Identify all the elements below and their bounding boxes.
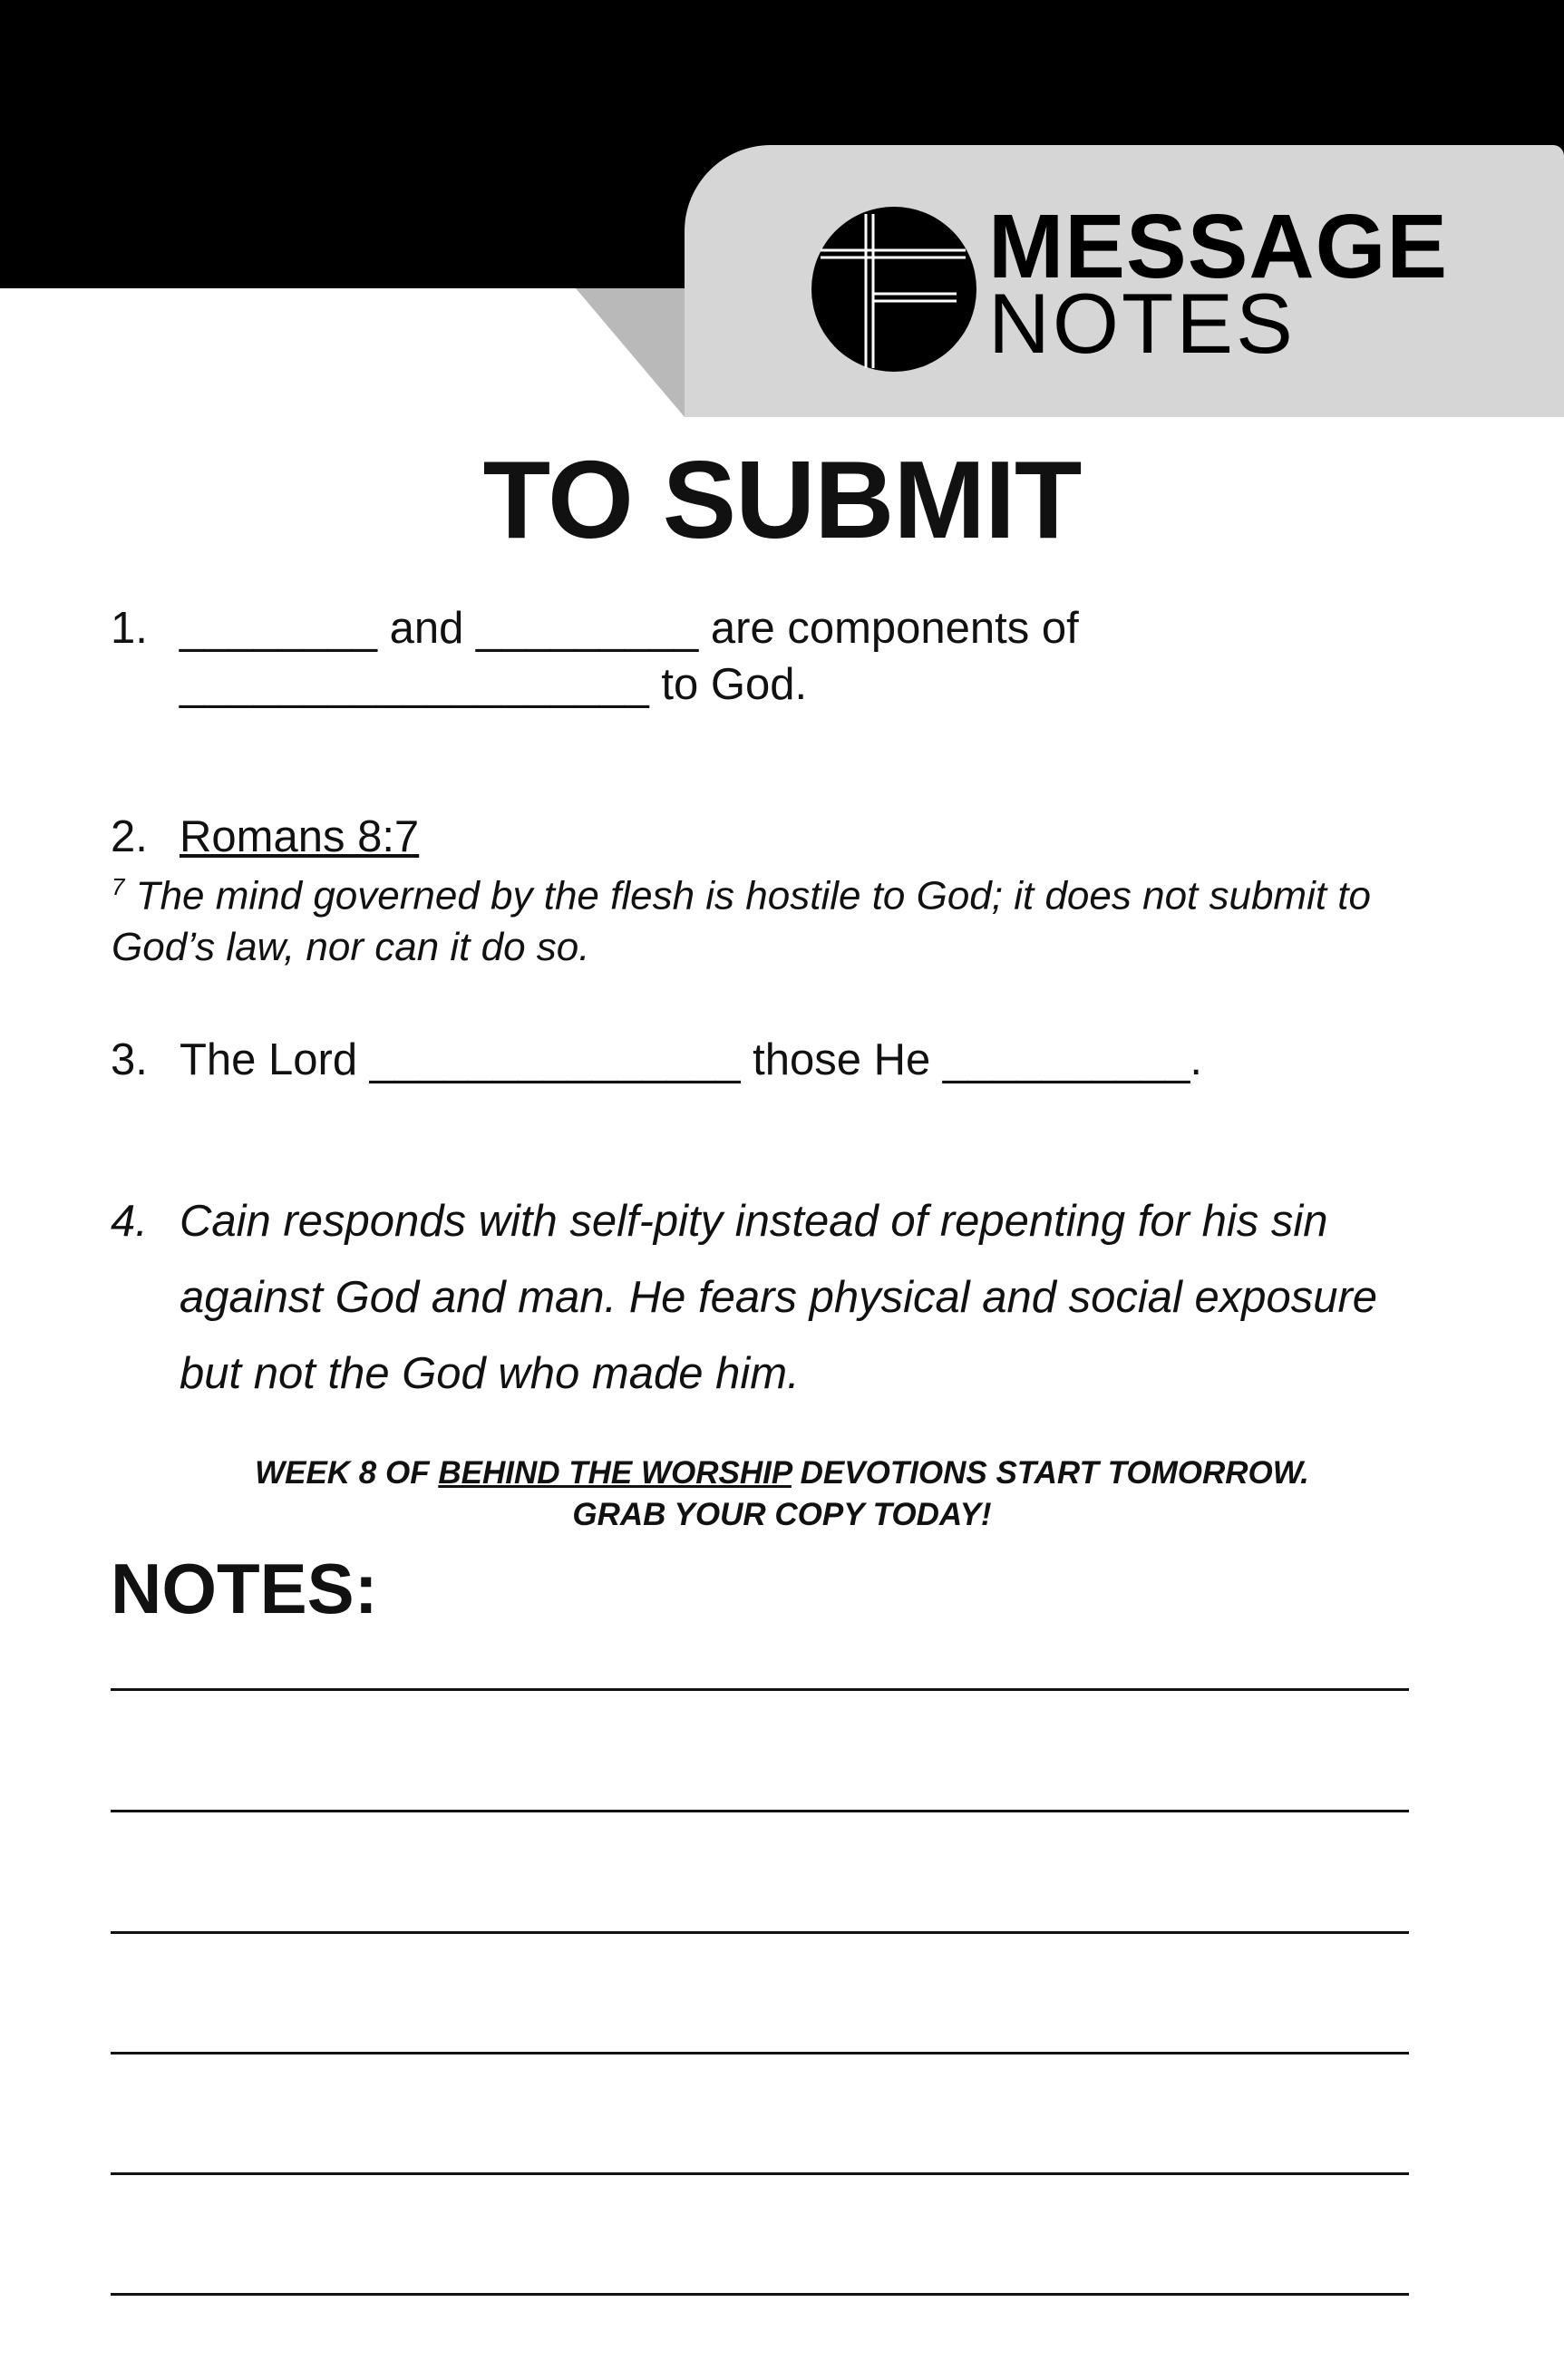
note-line [111, 1931, 1409, 1934]
item-1-blank-1: ________ [180, 604, 378, 653]
item-4-number: 4. [111, 1197, 148, 1246]
item-1-blank-3: ___________________ [180, 660, 649, 709]
scripture-verse [112, 861, 1472, 973]
item-2-reference: Romans 8:7 [180, 812, 420, 861]
item-1-text-2: are components of [698, 604, 1079, 653]
item-1-blank-2: _________ [476, 604, 699, 653]
logo-word-notes: NOTES [988, 276, 1296, 371]
item-3-blank-2: __________ [942, 1035, 1190, 1084]
verse-text: The mind governed by the flesh is hostile to God; it does not submit to God’s law, nor can it do so. [112, 873, 1371, 969]
cross-logo-icon [811, 207, 976, 372]
item-1-text-1: and [377, 604, 476, 653]
item-3-blank-1: _______________ [369, 1035, 741, 1084]
item-2-number: 2. [111, 812, 148, 861]
item-4-line-1: Cain responds with self-pity instead of repenting for his sin [180, 1197, 1328, 1246]
logo-word-message: MESSAGE [988, 196, 1449, 297]
item-4-line-2: against God and man. He fears physical and social exposure [180, 1273, 1378, 1322]
promo-prefix: WEEK 8 OF [255, 1455, 439, 1491]
note-line [111, 1810, 1409, 1812]
item-3-text-3: . [1190, 1035, 1203, 1084]
promo-link[interactable]: BEHIND THE WORSHIP [438, 1455, 792, 1491]
note-line [111, 2293, 1409, 2296]
notes-heading: NOTES: [111, 1549, 378, 1628]
note-line [111, 2172, 1409, 2175]
item-3-number: 3. [111, 1035, 148, 1084]
page-title: TO SUBMIT [482, 438, 1082, 561]
item-1-text-3: to God. [648, 660, 808, 709]
promo-suffix: DEVOTIONS START TOMORROW. [791, 1455, 1309, 1491]
item-1-number: 1. [111, 604, 148, 653]
item-3-text-1: The Lord [180, 1035, 370, 1084]
promo-line-2: GRAB YOUR COPY TODAY! [572, 1497, 992, 1532]
note-line [111, 2052, 1409, 2055]
verse-number: 7 [112, 873, 125, 900]
promo-line-1 [0, 1452, 1564, 1494]
item-3-text-2: those He [740, 1035, 943, 1084]
note-line [111, 1688, 1409, 1691]
item-4-line-3: but not the God who made him. [180, 1349, 800, 1398]
devotion-promo [0, 1452, 1564, 1536]
